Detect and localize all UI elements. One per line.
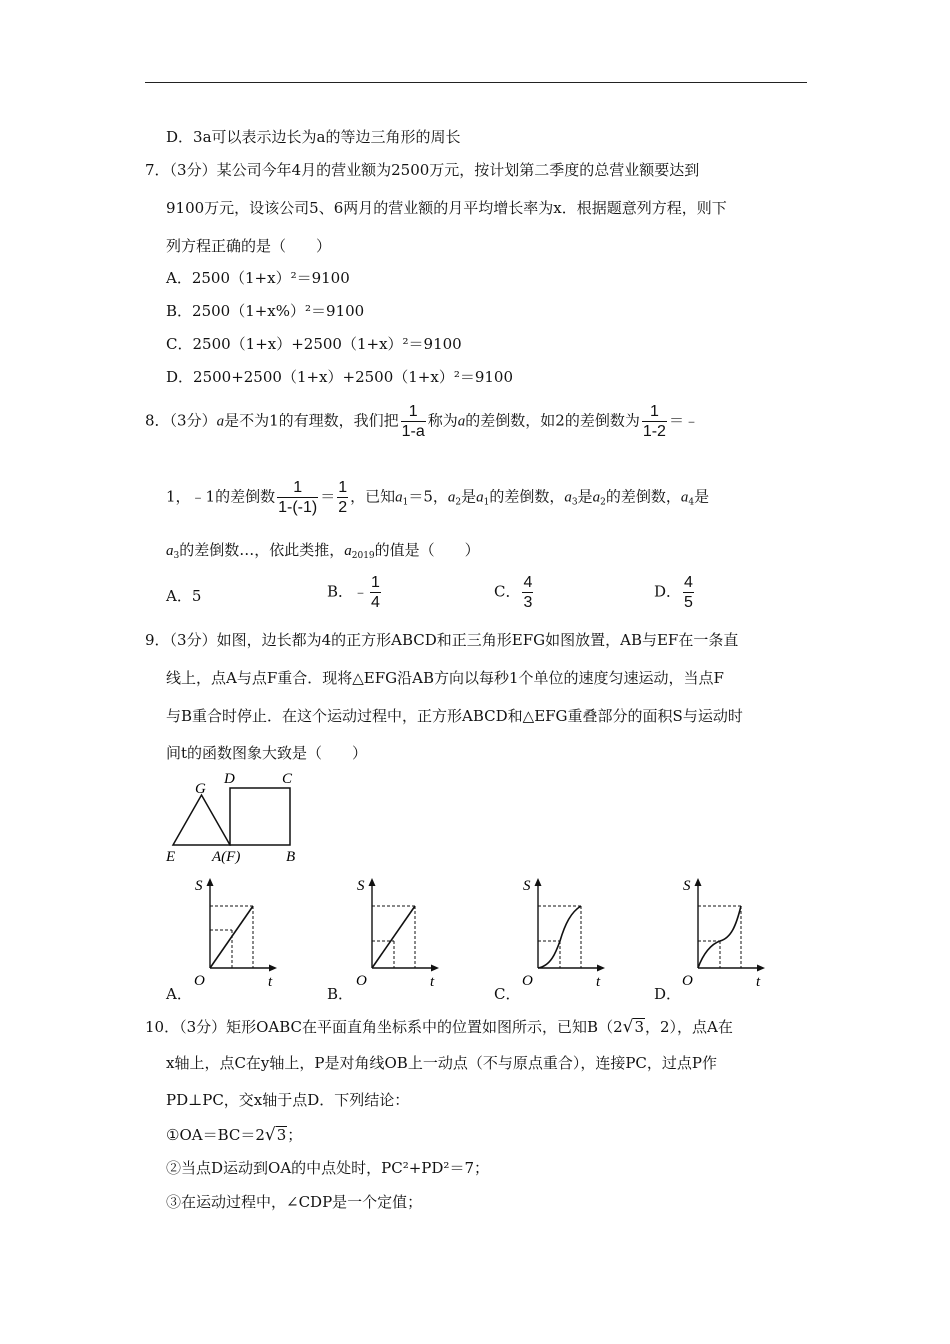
graph-o-label: O	[194, 973, 205, 989]
graph-t-label: t	[430, 974, 435, 990]
triangle-efg	[173, 795, 230, 845]
q10-conclusion-1: ①OA＝BC＝2√3；	[166, 1125, 303, 1145]
q8-stem-line2: 1，﹣1的差倒数 $\frac{1}{1-(-1)}$ ＝ $\frac{1}{2}$ ，已知$a_1=5$，$a_2$是$a_1$的差倒数，$a_3$是$a_2$的差倒数，$a_4$是	[166, 479, 710, 516]
q9-option-d-label: D．	[654, 985, 682, 1003]
q9-option-b-graph	[347, 872, 447, 992]
q9-option-d-graph	[673, 872, 773, 992]
graph-s-label: S	[523, 878, 531, 894]
q9-option-a-graph	[185, 872, 285, 992]
graph-s-label: S	[357, 878, 365, 894]
label-b: B	[286, 849, 296, 865]
q10-stem-line3: PD⊥PC，交x轴于点D．下列结论：	[166, 1091, 410, 1109]
graph-guides	[698, 906, 741, 968]
header-rule	[145, 82, 807, 83]
graph-guides	[538, 906, 581, 968]
label-g: G	[195, 781, 206, 797]
q7-option-c: C．2500（1+x）+2500（1+x）²＝9100	[166, 335, 462, 353]
label-d: D	[224, 771, 235, 787]
q10-stem-line1: 10．（3分）矩形OABC在平面直角坐标系中的位置如图所示，已知B（2√3，2），点A在	[145, 1017, 733, 1037]
q6-option-d: D．3a可以表示边长为a的等边三角形的周长	[166, 128, 461, 146]
fraction-1-over-1-a: $\frac{1}{1-a}$	[401, 403, 425, 440]
graph-t-label: t	[756, 974, 761, 990]
graph-curve	[210, 906, 253, 968]
fraction-1-over-2: $\frac{1}{2}$	[338, 479, 348, 516]
q8-option-b: B．﹣ $\frac{1}{4}$	[327, 574, 380, 611]
graph-o-label: O	[682, 973, 693, 989]
graph-t-label: t	[596, 974, 601, 990]
q8-stem-line3: $a_3$的差倒数…，依此类推，$a_{2019}$的值是（ ）	[166, 541, 480, 561]
q7-option-b: B．2500（1+x%）²＝9100	[166, 302, 365, 320]
q7-stem-line1: 7．（3分）某公司今年4月的营业额为2500万元，按计划第二季度的总营业额要达到	[145, 161, 700, 179]
graph-axes	[535, 878, 606, 972]
q8-option-c: C． $\frac{4}{3}$	[494, 574, 533, 611]
q8-option-a: A．5	[166, 587, 202, 605]
fraction-1-over-1-minus-neg1: $\frac{1}{1-(-1)}$	[278, 479, 318, 516]
graph-t-label: t	[268, 974, 273, 990]
q10-conclusion-2: ②当点D运动到OA的中点处时，PC²+PD²＝7；	[166, 1159, 489, 1177]
q8-stem-line1: 8．（3分）a是不为1的有理数，我们把 $\frac{1}{1-a}$ 称为a的差倒数，如2的差倒数为 $\frac{1}{1-2}$ ＝﹣	[145, 403, 699, 440]
fraction-1-over-1-2: $\frac{1}{1-2}$	[642, 403, 666, 440]
graph-s-label: S	[195, 878, 203, 894]
q9-stem-line2: 线上，点A与点F重合．现将△EFG沿AB方向以每秒1个单位的速度匀速运动，当点F	[166, 669, 724, 687]
graph-o-label: O	[522, 973, 533, 989]
q7-stem-line2: 9100万元，设该公司5、6两月的营业额的月平均增长率为x．根据题意列方程，则下	[166, 199, 727, 217]
square-abcd	[230, 788, 290, 845]
graph-s-label: S	[683, 878, 691, 894]
q10-conclusion-3: ③在运动过程中，∠CDP是一个定值；	[166, 1193, 423, 1211]
q9-option-b-label: B．	[327, 985, 354, 1003]
graph-o-label: O	[356, 973, 367, 989]
q7-option-a: A．2500（1+x）²＝9100	[166, 269, 350, 287]
label-a-f: A(F)	[212, 849, 241, 865]
q10-stem-line2: x轴上，点C在y轴上，P是对角线OB上一动点（不与原点重合），连接PC，过点P作	[166, 1054, 717, 1072]
q8-option-d: D． $\frac{4}{5}$	[654, 574, 693, 611]
label-e: E	[166, 849, 176, 865]
q9-square-triangle-figure	[160, 768, 310, 868]
q9-option-c-label: C．	[494, 985, 521, 1003]
q9-stem-line4: 间t的函数图象大致是（ ）	[166, 744, 368, 762]
q9-option-c-graph	[513, 872, 613, 992]
label-c: C	[282, 771, 293, 787]
q9-option-a-label: A．	[166, 985, 192, 1003]
q7-stem-line3: 列方程正确的是（ ）	[166, 237, 332, 255]
q9-stem-line3: 与B重合时停止．在这个运动过程中，正方形ABCD和△EFG重叠部分的面积S与运动时	[166, 707, 743, 725]
q9-stem-line1: 9．（3分）如图，边长都为4的正方形ABCD和正三角形EFG如图放置，AB与EF在一条直	[145, 631, 739, 649]
graph-axes	[695, 878, 766, 972]
q7-option-d: D．2500+2500（1+x）+2500（1+x）²＝9100	[166, 368, 514, 386]
